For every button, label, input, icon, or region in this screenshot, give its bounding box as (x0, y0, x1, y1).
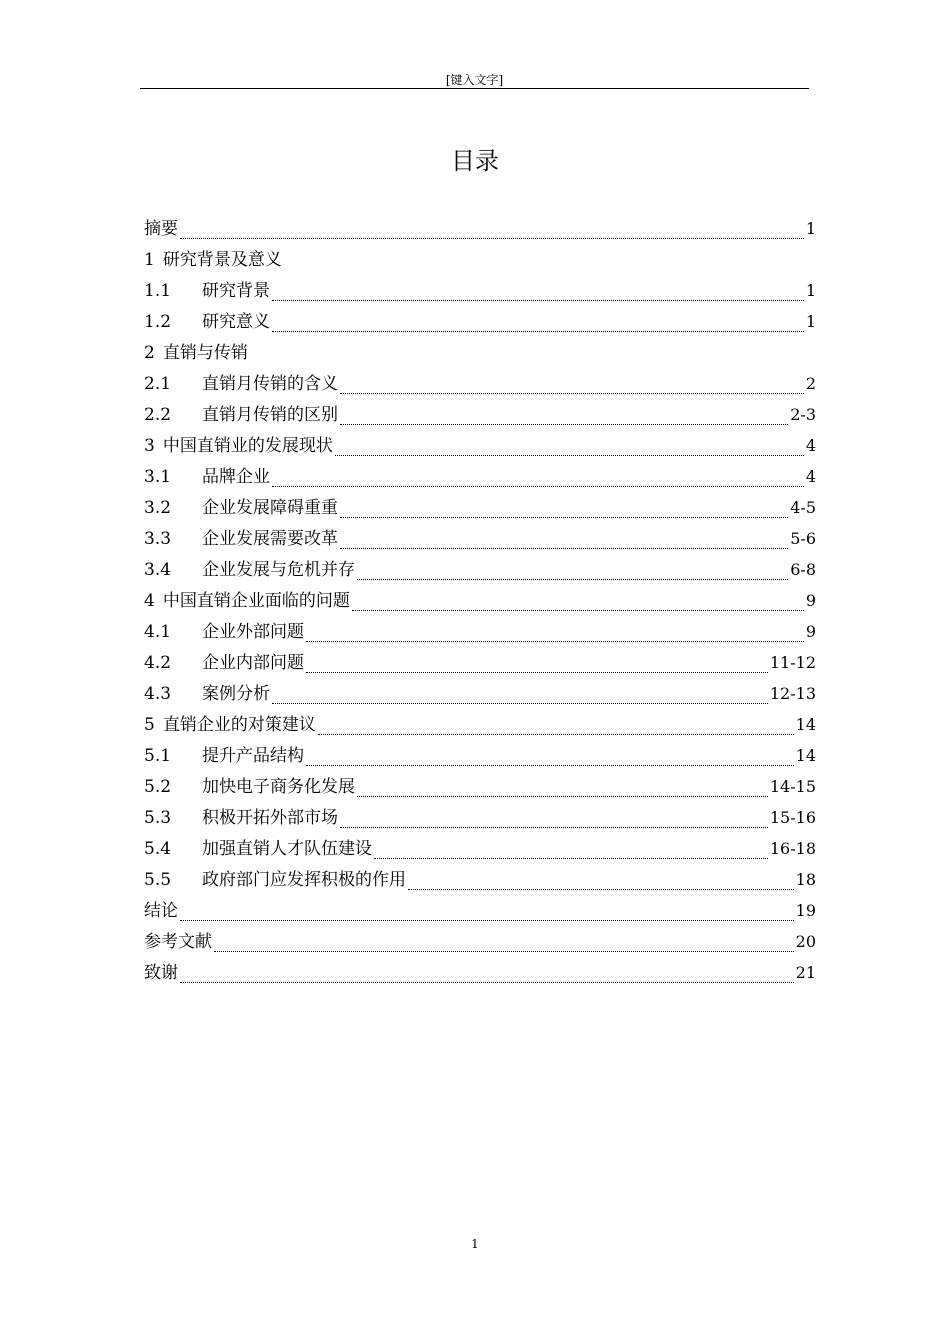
toc-entry-number: 4 (144, 591, 155, 611)
toc-dot-leader (180, 982, 794, 983)
toc-entry-label: 企业发展与危机并存 (202, 560, 355, 580)
toc-dot-leader (272, 486, 804, 487)
toc-entry-number: 3.4 (144, 560, 172, 580)
toc-dot-leader (272, 331, 804, 332)
toc-dot-leader (340, 517, 788, 518)
page-title: 目录 (451, 147, 499, 175)
toc-entry-number: 5 (144, 715, 155, 735)
toc-entry-number: 1 (144, 250, 155, 270)
toc-entry-number: 1.2 (144, 312, 172, 332)
toc-entry-number: 2.2 (144, 405, 172, 425)
toc-entry-number: 5.2 (144, 777, 172, 797)
toc-entry-label: 中国直销企业面临的问题 (162, 591, 350, 611)
toc-entry-page: 18 (795, 870, 816, 889)
table-of-contents (144, 213, 816, 988)
toc-dot-leader (306, 672, 768, 673)
page-number: 1 (471, 1237, 479, 1251)
toc-entry-label: 加快电子商务化发展 (202, 777, 355, 797)
toc-entry-number: 2 (144, 343, 155, 363)
toc-entry-label: 摘要 (144, 219, 178, 239)
toc-entry-number: 4.2 (144, 653, 172, 673)
toc-entry[interactable] (144, 585, 816, 616)
toc-entry-label: 提升产品结构 (202, 746, 304, 766)
toc-dot-leader (272, 703, 768, 704)
toc-entry[interactable] (144, 926, 816, 957)
toc-dot-leader (408, 889, 794, 890)
toc-entry-number: 3.2 (144, 498, 172, 518)
toc-dot-leader (340, 424, 788, 425)
toc-entry-label: 直销月传销的区别 (202, 405, 338, 425)
toc-entry-page: 1 (805, 219, 816, 238)
toc-entry-label: 研究背景 (202, 281, 270, 301)
toc-entry-label: 案例分析 (202, 684, 270, 704)
toc-entry[interactable] (144, 337, 816, 368)
toc-entry[interactable] (144, 461, 816, 492)
toc-entry-number: 5.3 (144, 808, 172, 828)
toc-entry-page: 14 (795, 715, 816, 734)
toc-entry-page: 1 (805, 281, 816, 300)
toc-entry-label: 企业内部问题 (202, 653, 304, 673)
toc-dot-leader (272, 300, 804, 301)
toc-entry-page: 4 (805, 436, 816, 455)
toc-entry[interactable] (144, 802, 816, 833)
toc-entry-page: 11-12 (769, 653, 816, 672)
toc-entry-label: 企业外部问题 (202, 622, 304, 642)
toc-entry[interactable] (144, 709, 816, 740)
toc-entry-label: 政府部门应发挥积极的作用 (202, 870, 406, 890)
toc-entry-label: 品牌企业 (202, 467, 270, 487)
toc-entry[interactable] (144, 740, 816, 771)
toc-entry-label: 直销与传销 (162, 343, 248, 363)
toc-dot-leader (180, 920, 794, 921)
toc-entry[interactable] (144, 678, 816, 709)
toc-dot-leader (340, 827, 768, 828)
toc-entry-number: 5.1 (144, 746, 172, 766)
toc-entry-page: 16-18 (769, 839, 816, 858)
toc-entry[interactable] (144, 554, 816, 585)
toc-entry-page: 12-13 (769, 684, 816, 703)
toc-entry-page: 19 (795, 901, 816, 920)
toc-entry-page: 2 (805, 374, 816, 393)
toc-entry[interactable] (144, 771, 816, 802)
toc-entry-page: 20 (795, 932, 816, 951)
toc-dot-leader (357, 579, 788, 580)
toc-entry-page: 2-3 (790, 405, 816, 424)
toc-entry-label: 直销企业的对策建议 (162, 715, 316, 735)
toc-entry-label: 研究背景及意义 (162, 250, 282, 270)
toc-entry[interactable] (144, 213, 816, 244)
toc-entry-label: 参考文献 (144, 932, 212, 952)
toc-dot-leader (306, 765, 794, 766)
toc-entry-label: 积极开拓外部市场 (202, 808, 338, 828)
toc-dot-leader (335, 455, 804, 456)
toc-entry[interactable] (144, 430, 816, 461)
toc-dot-leader (318, 734, 794, 735)
toc-entry[interactable] (144, 492, 816, 523)
toc-entry-label: 中国直销业的发展现状 (162, 436, 333, 456)
toc-dot-leader (357, 796, 768, 797)
toc-entry[interactable] (144, 895, 816, 926)
page-header: [键入文字] (445, 73, 504, 87)
toc-entry-label: 企业发展障碍重重 (202, 498, 338, 518)
toc-dot-leader (180, 238, 804, 239)
toc-entry-page: 9 (805, 591, 816, 610)
toc-entry-page: 5-6 (790, 529, 816, 548)
toc-entry-page: 4-5 (790, 498, 816, 517)
toc-entry[interactable] (144, 244, 816, 275)
toc-entry-page: 9 (805, 622, 816, 641)
toc-entry-page: 14 (795, 746, 816, 765)
toc-entry-number: 5.4 (144, 839, 172, 859)
toc-dot-leader (340, 548, 788, 549)
toc-entry-label: 直销月传销的含义 (202, 374, 338, 394)
toc-dot-leader (214, 951, 794, 952)
toc-entry[interactable] (144, 833, 816, 864)
toc-entry-label: 致谢 (144, 963, 178, 983)
toc-entry-number: 4.1 (144, 622, 172, 642)
toc-entry-number: 5.5 (144, 870, 172, 890)
toc-entry-label: 结论 (144, 901, 178, 921)
toc-entry[interactable] (144, 864, 816, 895)
toc-entry[interactable] (144, 306, 816, 337)
toc-entry-number: 1.1 (144, 281, 172, 301)
toc-entry-label: 加强直销人才队伍建设 (202, 839, 372, 859)
toc-entry-number: 2.1 (144, 374, 172, 394)
toc-entry[interactable] (144, 616, 816, 647)
toc-entry[interactable] (144, 399, 816, 430)
toc-entry-label: 企业发展需要改革 (202, 529, 338, 549)
toc-entry[interactable] (144, 523, 816, 554)
toc-entry[interactable] (144, 368, 816, 399)
toc-entry-page: 1 (805, 312, 816, 331)
header-rule (140, 88, 809, 89)
toc-entry-page: 14-15 (769, 777, 816, 796)
toc-dot-leader (374, 858, 768, 859)
toc-entry-page: 6-8 (790, 560, 816, 579)
toc-entry-number: 4.3 (144, 684, 172, 704)
toc-entry-label: 研究意义 (202, 312, 270, 332)
toc-entry-page: 15-16 (769, 808, 816, 827)
toc-entry-number: 3.3 (144, 529, 172, 549)
toc-entry-page: 21 (795, 963, 816, 982)
toc-dot-leader (306, 641, 804, 642)
toc-entry[interactable] (144, 957, 816, 988)
toc-entry-number: 3.1 (144, 467, 172, 487)
toc-dot-leader (340, 393, 804, 394)
toc-dot-leader (352, 610, 804, 611)
toc-entry[interactable] (144, 647, 816, 678)
toc-entry[interactable] (144, 275, 816, 306)
toc-entry-page: 4 (805, 467, 816, 486)
toc-entry-number: 3 (144, 436, 155, 456)
